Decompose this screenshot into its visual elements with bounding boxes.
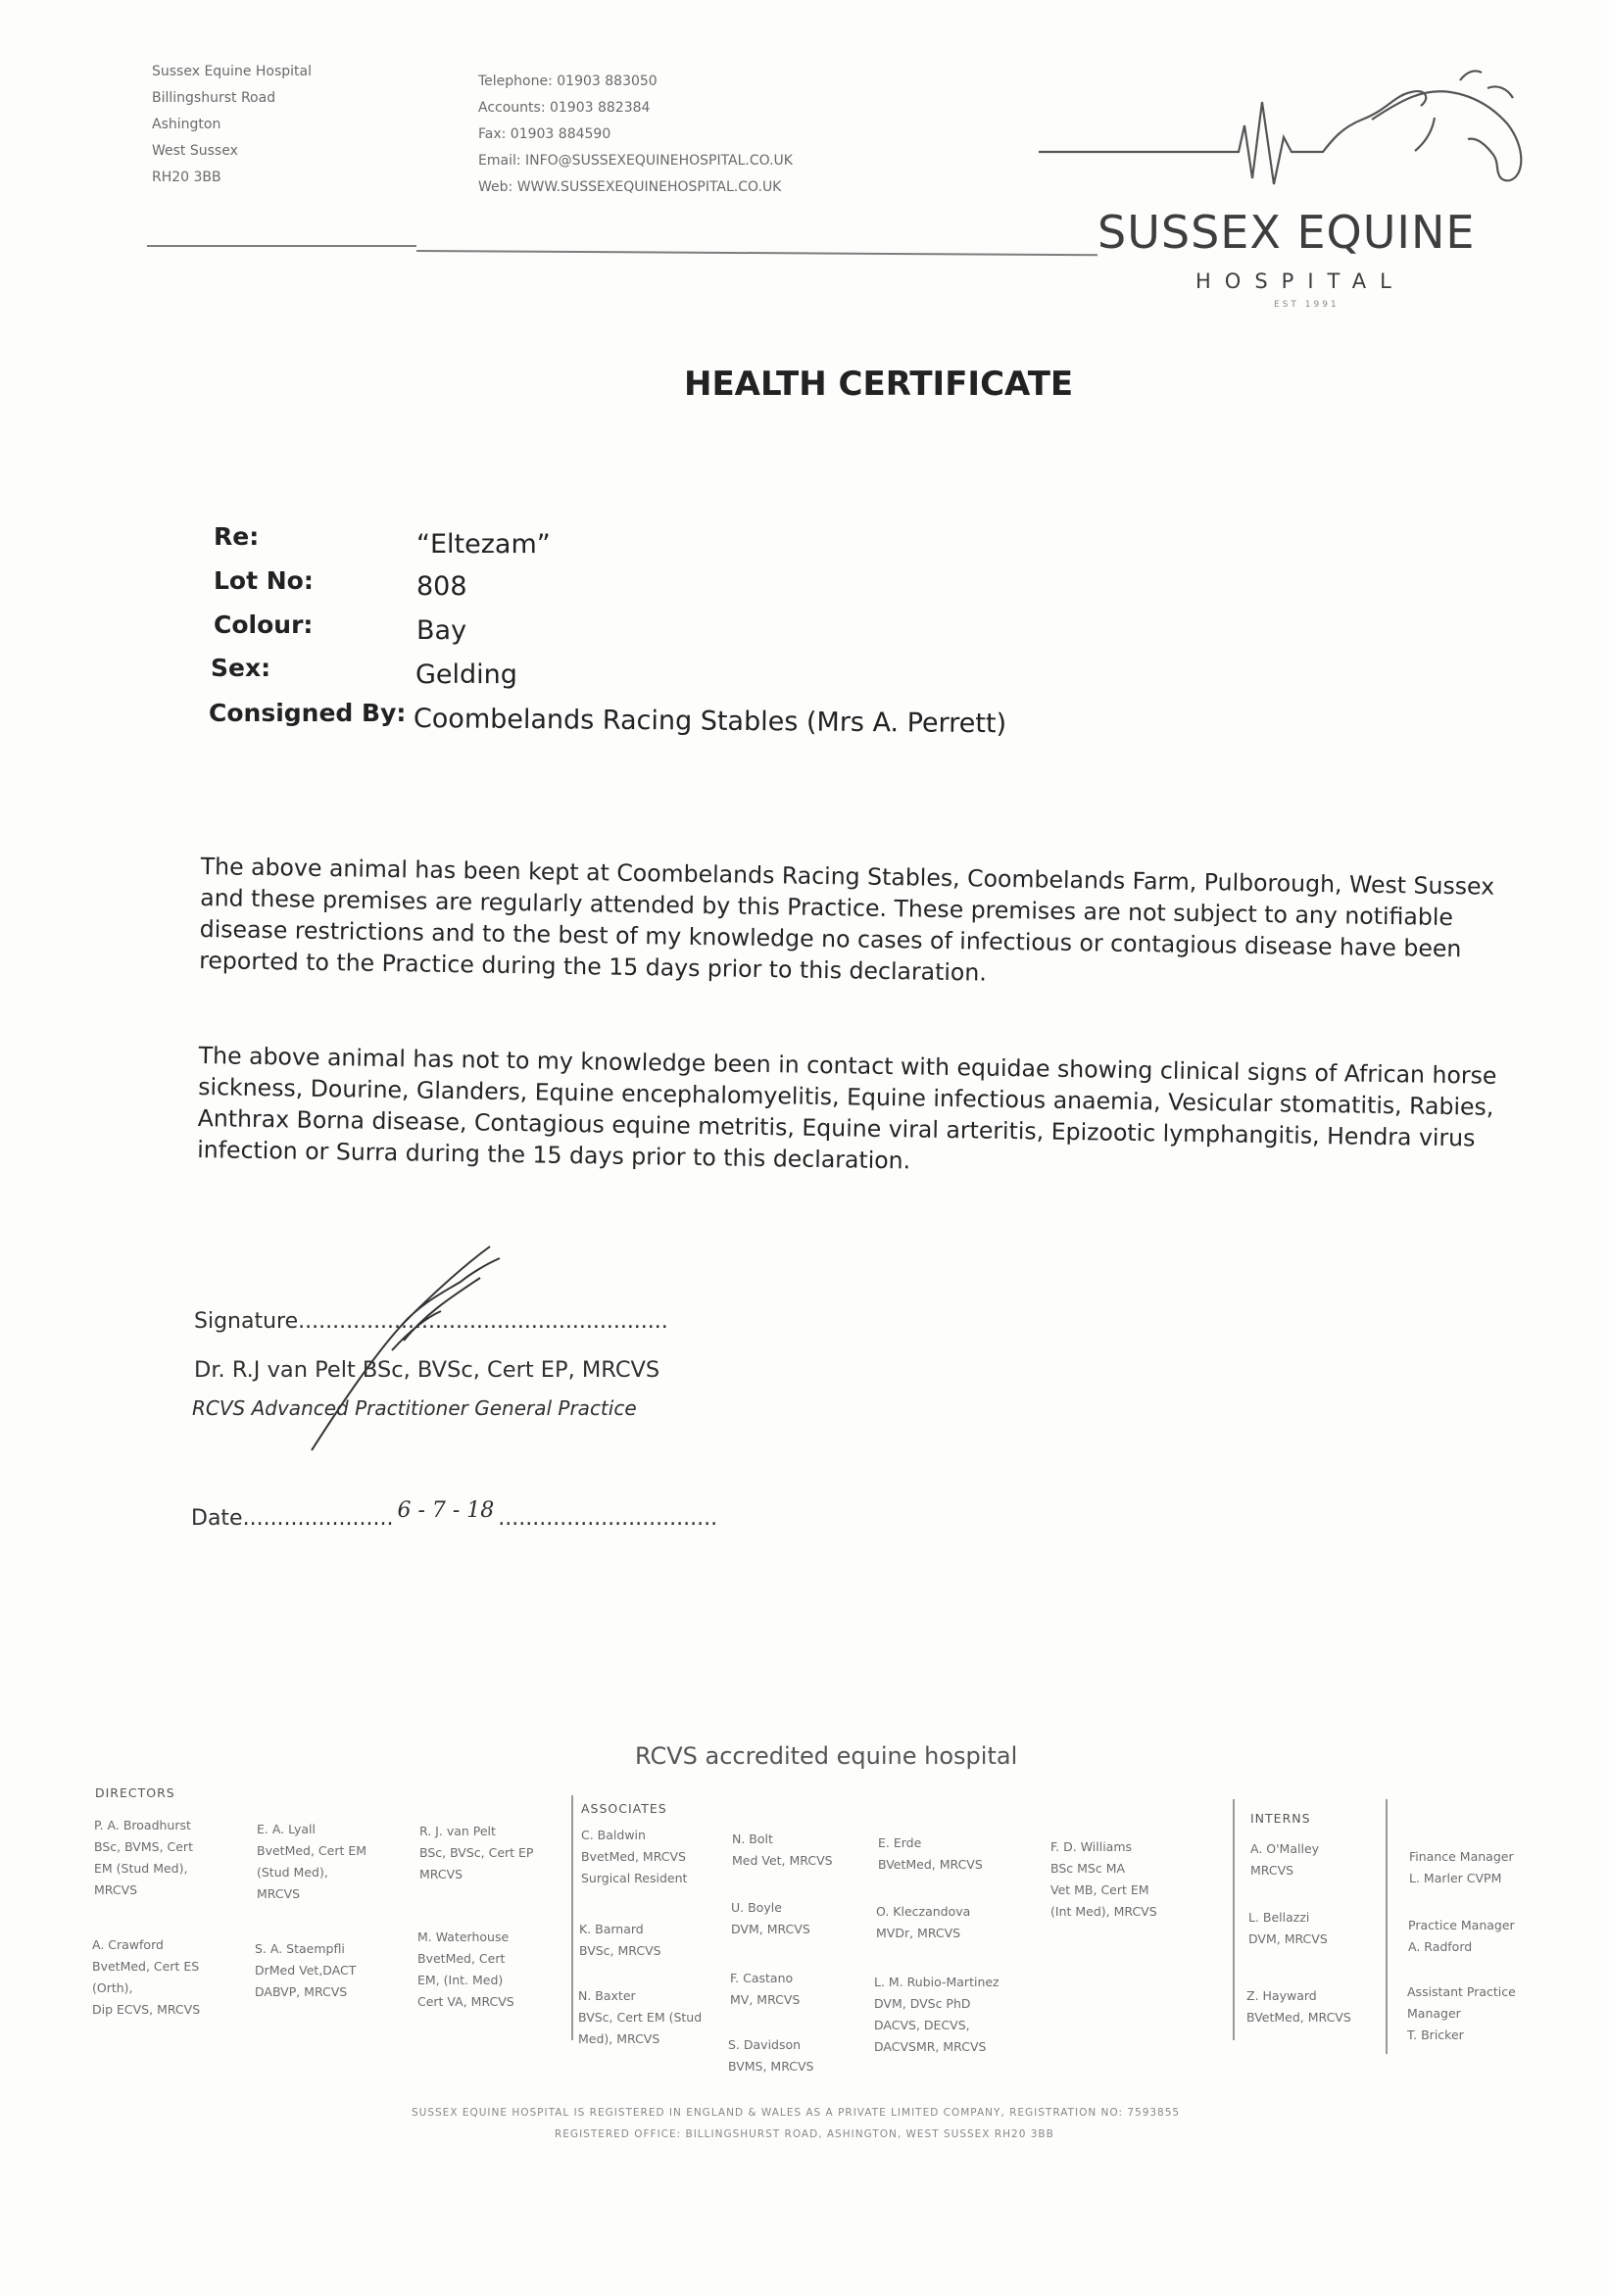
logo-established: EST 1991 [1274,300,1340,310]
footer-divider [1233,1799,1235,2040]
signatory-role: RCVS Advanced Practitioner General Practice [192,1396,637,1420]
staff-entry: Assistant Practice Manager T. Bricker [1407,1984,1516,2042]
staff-entry: K. Barnard BVSc, MRCVS [579,1922,661,1958]
field-value-lot: 808 [416,571,467,602]
staff-entry: U. Boyle DVM, MRCVS [731,1900,810,1936]
signature-dots: ...................................................... [298,1309,668,1334]
staff-entry: S. Davidson BVMS, MRCVS [728,2037,814,2074]
signatory-name: Dr. R.J van Pelt BSc, BVSc, Cert EP, MRCVS [194,1357,660,1383]
contact-line: Email: INFO@SUSSEXEQUINEHOSPITAL.CO.UK [478,153,793,169]
hospital-logo [1039,59,1548,333]
accreditation-line: RCVS accredited equine hospital [635,1742,1018,1770]
date-dots: ...................... [242,1506,394,1531]
staff-entry: C. Baldwin BvetMed, MRCVS Surgical Resident [581,1828,688,1885]
staff-entry: E. A. Lyall BvetMed, Cert EM (Stud Med), MRCVS [257,1822,367,1901]
footer-divider [571,1795,573,2040]
date-line [191,1498,718,1531]
field-value-sex: Gelding [415,659,517,690]
address-line: RH20 3BB [152,170,221,185]
contact-line: Web: WWW.SUSSEXEQUINEHOSPITAL.CO.UK [478,179,782,195]
staff-entry: L. M. Rubio-Martinez DVM, DVSc PhD DACVS, DECVS, DACVSMR, MRCVS [874,1975,1000,2054]
hospital-address [152,59,312,191]
address-line: Ashington [152,117,221,132]
signature-label: Signature [194,1309,299,1334]
address-line: Billingshurst Road [152,90,276,106]
contact-line: Telephone: 01903 883050 [478,73,658,89]
field-label-lot: Lot No: [214,566,314,595]
date-dots: ................................ [498,1506,718,1531]
staff-entry: P. A. Broadhurst BSc, BVMS, Cert EM (Stud Med), MRCVS [94,1818,193,1897]
staff-entry: Finance Manager L. Marler CVPM [1409,1849,1514,1885]
contact-line: Fax: 01903 884590 [478,126,611,142]
footer-divider [1386,1799,1388,2054]
declaration-premises: The above animal has been kept at Coombelands Racing Stables, Coombelands Farm, Pulborough, West Sussex and these premises are regularly attended by this Practice. These premises are not subject to any notifiable disease restrictions and to the best of my knowledge no cases of infectious or contagious disease have been reported to the Practice during the 15 days prior to this declaration. [199,852,1495,987]
handwritten-signature [294,1235,578,1460]
associates-heading: ASSOCIATES [581,1801,667,1816]
staff-entry: N. Bolt Med Vet, MRCVS [732,1832,833,1868]
staff-entry: O. Kleczandova MVDr, MRCVS [876,1904,971,1940]
date-label: Date [191,1506,243,1531]
registered-office: REGISTERED OFFICE: BILLINGSHURST ROAD, ASHINGTON, WEST SUSSEX RH20 3BB [555,2128,1054,2140]
document-title: HEALTH CERTIFICATE [684,365,1074,404]
field-value-consigned: Coombelands Racing Stables (Mrs A. Perrett) [413,704,1007,740]
letterhead-divider [416,250,1097,256]
directors-heading: DIRECTORS [95,1785,175,1800]
staff-entry: A. Crawford BvetMed, Cert ES (Orth), Dip ECVS, MRCVS [92,1937,201,2017]
field-label-colour: Colour: [214,611,314,639]
address-line: Sussex Equine Hospital [152,64,313,79]
staff-entry: S. A. Staempfli DrMed Vet,DACT DABVP, MRCVS [255,1941,357,1999]
staff-entry: E. Erde BVetMed, MRCVS [878,1835,983,1872]
staff-entry: Z. Hayward BVetMed, MRCVS [1246,1988,1351,2025]
field-value-re: “Eltezam” [416,529,551,560]
staff-entry: L. Bellazzi DVM, MRCVS [1248,1910,1328,1946]
staff-entry: R. J. van Pelt BSc, BVSc, Cert EP MRCVS [419,1824,534,1881]
staff-entry: F. D. Williams BSc MSc MA Vet MB, Cert EM (Int Med), MRCVS [1050,1839,1157,1919]
staff-entry: F. Castano MV, MRCVS [730,1971,801,2007]
field-label-re: Re: [214,522,260,551]
contact-line: Accounts: 01903 882384 [478,100,651,116]
field-value-colour: Bay [416,615,467,646]
hospital-contact [478,69,793,201]
field-label-sex: Sex: [211,654,271,682]
logo-subtitle: HOSPITAL [1195,269,1405,293]
letterhead-divider [147,245,416,247]
staff-entry: Practice Manager A. Radford [1408,1918,1515,1954]
logo-wordmark: SUSSEX EQUINE [1097,206,1476,259]
staff-entry: A. O'Malley MRCVS [1250,1841,1320,1878]
interns-heading: INTERNS [1250,1811,1311,1826]
declaration-contact: The above animal has not to my knowledge been in contact with equidae showing clinical signs of African horse sickness, Dourine, Glanders, Equine encephalomyelitis, Equine infectious anaemia, Vesicular stomatitis, Rabies, Anthrax Borna disease, Contagious equine metritis, Equine viral arteritis, Epizootic lymphangitis, Hendra virus infection or Surra during the 15 days prior to this declaration. [197,1041,1497,1175]
company-registration: SUSSEX EQUINE HOSPITAL IS REGISTERED IN ENGLAND & WALES AS A PRIVATE LIMITED COMPANY, REGISTRATION NO: 7593855 [412,2107,1181,2119]
date-value: 6 - 7 - 18 [397,1498,495,1523]
staff-entry: M. Waterhouse BvetMed, Cert EM, (Int. Med) Cert VA, MRCVS [417,1930,514,2009]
staff-entry: N. Baxter BVSc, Cert EM (Stud Med), MRCVS [578,1988,703,2046]
address-line: West Sussex [152,143,238,159]
field-label-consigned: Consigned By: [209,699,407,727]
horse-heartbeat-icon [1039,59,1548,216]
